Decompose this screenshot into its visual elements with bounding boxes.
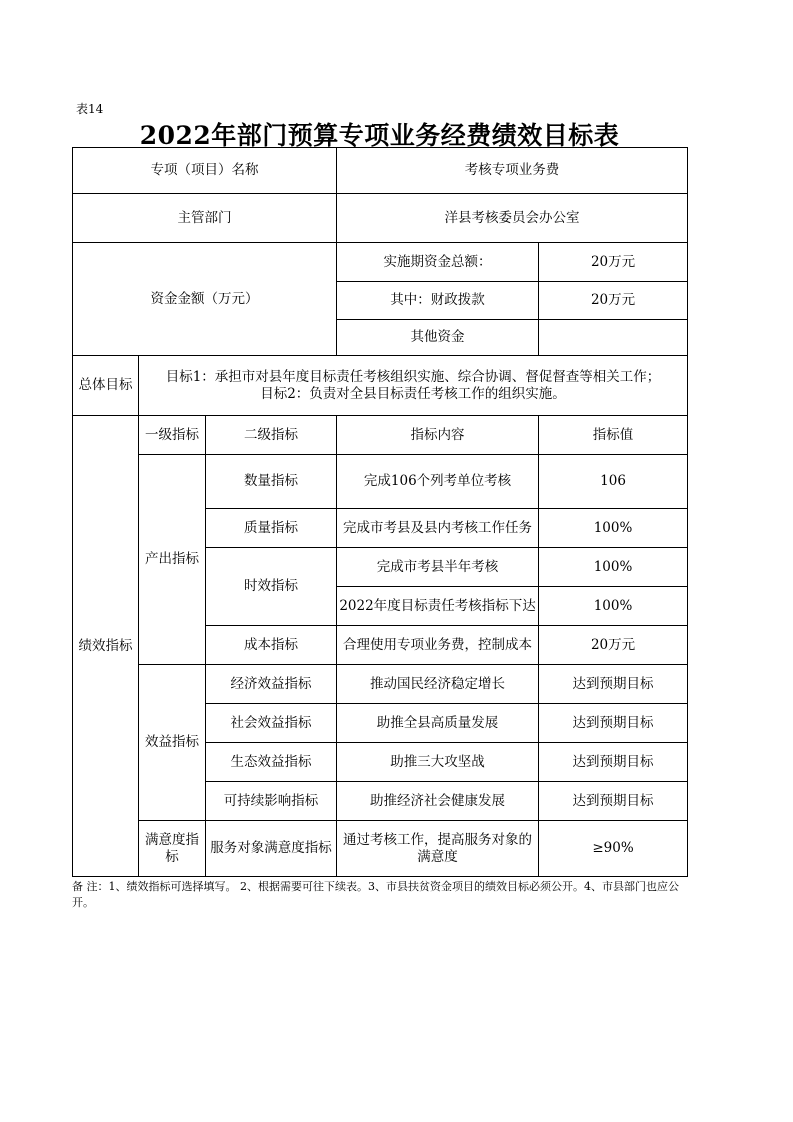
ecological-value: 达到预期目标	[539, 743, 688, 782]
table-row	[73, 665, 688, 704]
table-number: 表14	[76, 102, 104, 116]
timeliness-value-1: 100%	[539, 548, 688, 587]
satisfaction-content: 通过考核工作，提高服务对象的满意度	[337, 821, 539, 877]
performance-target-table	[72, 147, 688, 877]
timeliness-content-2: 2022年度目标责任考核指标下达	[337, 587, 539, 626]
funds-finance-label: 其中：财政拨款	[337, 282, 539, 320]
economic-indicator: 经济效益指标	[206, 665, 337, 704]
table-row	[73, 148, 688, 194]
header-level2: 二级指标	[206, 416, 337, 455]
project-name-label: 专项（项目）名称	[73, 148, 337, 194]
goal-line-2: 目标2：负责对全县目标责任考核工作的组织实施。	[260, 385, 566, 402]
funds-total-value: 20万元	[539, 243, 688, 282]
footnote: 备 注：1、绩效指标可选择填写。 2、根据需要可往下续表。3、市县扶贫资金项目的绩效目标必须公开。4、市县部门也应公开。	[72, 880, 679, 909]
quality-indicator: 质量指标	[206, 509, 337, 548]
funds-other-value	[539, 320, 688, 356]
header-value: 指标值	[539, 416, 688, 455]
economic-value: 达到预期目标	[539, 665, 688, 704]
output-indicator-label: 产出指标	[139, 455, 206, 665]
table-row	[73, 243, 688, 282]
performance-label: 绩效指标	[73, 416, 139, 877]
quantity-indicator: 数量指标	[206, 455, 337, 509]
sustainable-content: 助推经济社会健康发展	[337, 782, 539, 821]
sustainable-indicator: 可持续影响指标	[206, 782, 337, 821]
satisfaction-indicator-label: 满意度指标	[139, 821, 206, 877]
overall-goal-text	[139, 356, 688, 416]
timeliness-content-1: 完成市考县半年考核	[337, 548, 539, 587]
department-label: 主管部门	[73, 194, 337, 243]
cost-content: 合理使用专项业务费，控制成本	[337, 626, 539, 665]
social-content: 助推全县高质量发展	[337, 704, 539, 743]
funds-label: 资金金额（万元）	[73, 243, 337, 356]
cost-indicator: 成本指标	[206, 626, 337, 665]
satisfaction-value: ≥90%	[539, 821, 688, 877]
funds-other-label: 其他资金	[337, 320, 539, 356]
ecological-indicator: 生态效益指标	[206, 743, 337, 782]
ecological-content: 助推三大攻坚战	[337, 743, 539, 782]
overall-goal-label: 总体目标	[73, 356, 139, 416]
table-row	[73, 194, 688, 243]
table-row	[73, 416, 688, 455]
economic-content: 推动国民经济稳定增长	[337, 665, 539, 704]
quantity-content: 完成106个列考单位考核	[337, 455, 539, 509]
benefit-indicator-label: 效益指标	[139, 665, 206, 821]
page-title: 2022年部门预算专项业务经费绩效目标表	[139, 121, 620, 150]
table-row	[73, 455, 688, 509]
quantity-value: 106	[539, 455, 688, 509]
project-name-value: 考核专项业务费	[337, 148, 688, 194]
sustainable-value: 达到预期目标	[539, 782, 688, 821]
table-row	[73, 821, 688, 877]
header-content: 指标内容	[337, 416, 539, 455]
cost-value: 20万元	[539, 626, 688, 665]
timeliness-indicator: 时效指标	[206, 548, 337, 626]
social-value: 达到预期目标	[539, 704, 688, 743]
social-indicator: 社会效益指标	[206, 704, 337, 743]
header-level1: 一级指标	[139, 416, 206, 455]
department-value: 洋县考核委员会办公室	[337, 194, 688, 243]
goal-line-1: 目标1：承担市对县年度目标责任考核组织实施、综合协调、督促督查等相关工作；	[165, 368, 661, 385]
funds-finance-value: 20万元	[539, 282, 688, 320]
quality-value: 100%	[539, 509, 688, 548]
funds-total-label: 实施期资金总额：	[337, 243, 539, 282]
satisfaction-indicator: 服务对象满意度指标	[206, 821, 337, 877]
quality-content: 完成市考县及县内考核工作任务	[337, 509, 539, 548]
table-row	[73, 356, 688, 416]
timeliness-value-2: 100%	[539, 587, 688, 626]
